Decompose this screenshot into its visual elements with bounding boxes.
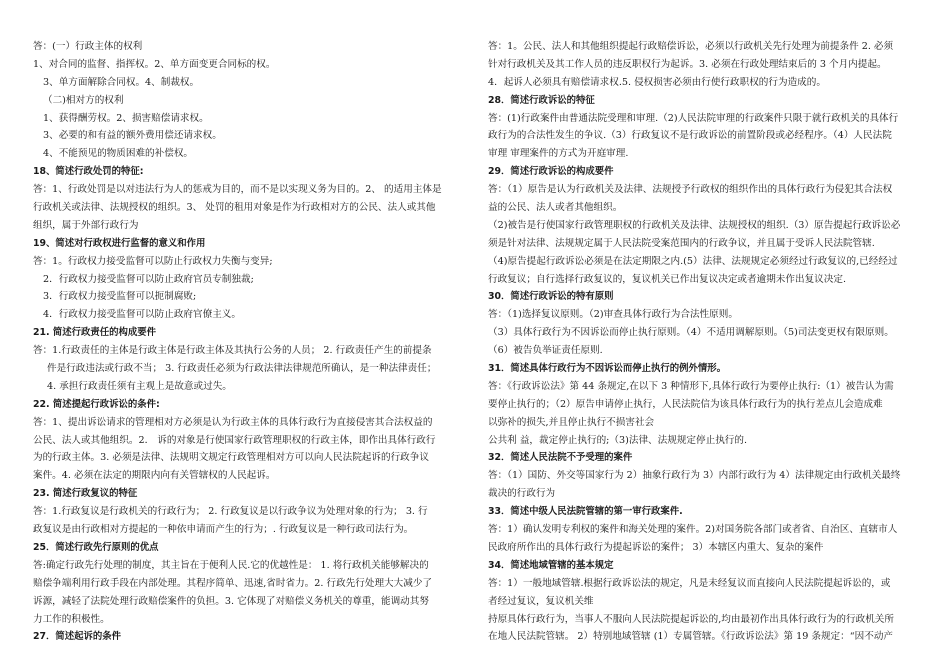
left-text-line: （二)相对方的权利 [43, 94, 124, 106]
left-text-line: 答：1。行政权力接受监督可以防止行政权力失衡与变异; [33, 255, 273, 267]
left-text-line: 公民、法人或其他组织。2． 诉的对象是行使国家行政管理职权的行政主体，即作出具体行政行 [33, 434, 436, 446]
left-text-line: 政复议是由行政相对方提起的一种依申请而产生的行为；. 行政复议是一种行政司法行为。 [33, 524, 414, 536]
right-text-line: 裁决的行政行为 [488, 488, 556, 500]
left-column [33, 38, 465, 646]
left-heading: 22. 简述提起行政诉讼的条件: [33, 398, 160, 410]
right-text-line: 答：1。公民、法人和其他组织提起行政赔偿诉讼，必须以行政机关先行处理为前提条件 2. 必须 [488, 41, 894, 52]
right-text-line: （2)被告是行使国家行政管理职权的行政机关及法律、法规授权的组织.（3）原告提起行政诉讼必 [488, 219, 901, 231]
right-text-line: 4．起诉人必须具有赔偿请求权.5. 侵权损害必须由行使行政职权的行为造成的。 [488, 76, 826, 88]
right-text-line: （4)原告提起行政诉讼必须是在法定期限之内.(5）法律、法规规定必须经过行政复议的,已经经过 [488, 255, 898, 267]
left-text-line: 4. 承担行政责任须有主观上是故意或过失。 [47, 380, 232, 392]
right-heading: 31．简述具体行政行为不因诉讼而停止执行的例外情形。 [488, 363, 727, 375]
left-text-line: 答：1.行政复议是行政机关的行政行为； 2. 行政复议是以行政争议为处理对象的行为； 3. 行 [33, 506, 428, 518]
right-text-line: 公共利 益，裁定停止执行的;（3)法律、法规规定停止执行的. [488, 434, 748, 446]
left-text-line: 答：1、行政处罚是以对违法行为人的惩戒为目的，而不是以实现义务为目的。2、 的适用主体是 [33, 184, 442, 196]
left-heading: 19、简述对行政权进行监督的意义和作用 [33, 237, 206, 249]
right-text-line: （6）被告负举证责任原则. [488, 345, 603, 357]
right-text-line: 要停止执行的；（2）原告申请停止执行，人民法院信为该具体行政行为的执行差点儿会造成难 [488, 398, 883, 410]
right-text-line: 者经过复议，复议机关维 [488, 595, 594, 607]
right-text-line: 答：（1)选择复议原则。（2)审查具体行政行为合法性原则。 [488, 309, 738, 321]
right-text-line: 须是针对法律、法规规定属于人民法院受案范围内的行政争议，并且属于受诉人民法院管辖. [488, 237, 875, 249]
right-text-line: 政行为的合法性发生的争议.（3）行政复议不是行政诉讼的前置阶段或必经程序。（4）人民法院 [488, 130, 892, 142]
left-text-line: 力工作的积极性。 [33, 613, 110, 625]
left-text-line: 3．行政权力接受监督可以扼制腐败; [43, 291, 197, 303]
left-text-line: 2．行政权力接受监督可以防止政府官员专制独裁; [43, 273, 254, 285]
left-text-line: 组织，属于外部行政行为 [33, 219, 139, 231]
left-heading: 27．简述起诉的条件 [33, 631, 122, 643]
right-text-line: 民政府所作出的具体行政行为提起诉讼的案件； 3）本辖区内重大、复杂的案件 [488, 541, 824, 553]
left-text-line: 行政机关或法律、法规授权的组织。3、 处罚的租用对象是作为行政相对方的公民、法人或其他 [33, 202, 436, 214]
right-text-line: 答：1）确认发明专利权的案件和海关处理的案件。2)对国务院各部门或者省、自治区、直辖市人 [488, 524, 898, 536]
right-text-line: 答：1）一般地域管辖.根据行政诉讼法的规定，凡是未经复议而直接向人民法院提起诉讼的，或 [488, 577, 891, 589]
right-heading: 30．简述行政诉讼的特有原则 [488, 291, 614, 303]
left-text-line: 答：1、提出诉讼请求的管理相对方必须是认为行政主体的具体行政行为直接侵害其合法权益的 [33, 416, 433, 428]
right-text-line: 审理 审理案件的方式为开庭审理. [488, 148, 629, 160]
left-heading: 23. 简述行政复议的特征 [33, 488, 138, 500]
right-heading: 32．简述人民法院不予受理的案件 [488, 452, 633, 464]
left-heading: 25．简述行政先行原则的优点 [33, 541, 159, 553]
right-text-line: （3）具体行政行为不因诉讼而停止执行原则。（4）不适用调解原则。（5)司法变更权有限原则。 [488, 327, 894, 339]
left-heading: 21. 简述行政责任的构成要件 [33, 327, 156, 339]
right-heading: 28．简述行政诉讼的特征 [488, 94, 595, 106]
left-text-line: 件是行政违法或行政不当； 3. 行政责任必须为行政法律法律规范所确认，是一种法律责任； [47, 363, 437, 375]
right-heading: 29．简述行政诉讼的构成要件 [488, 166, 614, 178]
right-text-line: 答：《行政诉讼法》第 44 条规定,在以下 3 种情形下,具体行政行为要停止执行:（1）被告认为需 [488, 380, 894, 392]
right-heading: 33．简述中级人民法院管辖的第一审行政案件. [488, 506, 683, 518]
right-column [488, 38, 920, 646]
left-text-line: 诉源，减轻了法院处理行政赔偿案件的负担。3. 它体现了对赔偿义务机关的尊重，能调动其努 [33, 595, 429, 607]
left-text-line: 答:确定行政先行处理的制度，其主旨在于便利人民.它的优越性是： 1. 将行政机关能够解决的 [33, 559, 429, 571]
left-text-line: 答：(一）行政主体的权利 [33, 41, 143, 52]
right-heading: 34．简述地域管辖的基本规定 [488, 559, 614, 571]
right-text-line: 在地人民法院管辖。 2）特别地域管辖 (1）专属管辖。《行政诉讼法》第 19 条规定：“因不动产 [488, 631, 894, 643]
right-text-line: 答：（1）国防、外交等国家行为 2）抽象行政行为 3）内部行政行为 4）法律规定由行政机关最终 [488, 470, 901, 482]
left-heading: 18、简述行政处罚的特征: [33, 166, 144, 178]
left-text-line: 4、不能预见的物质困难的补偿权。 [43, 148, 194, 160]
left-text-line: 案件。4. 必须在法定的期限内向有关管辖权的人民起诉。 [33, 470, 276, 482]
right-text-line: 答：(1)行政案件由普通法院受理和审理.（2)人民法院审理的行政案件只限于就行政机关的具体行 [488, 112, 899, 124]
right-text-line: 益的公民、法人或者其他组织。 [488, 202, 623, 214]
right-text-line: 针对行政机关及其工作人员的违反职权行为起诉。3. 必须在行政处理结束后的 3 个月内提起。 [488, 58, 887, 70]
right-text-line: 行政复议；自行选择行政复议的，复议机关已作出复议决定或者逾期未作出复议决定. [488, 273, 847, 285]
right-text-line: 以弥补的损失,并且停止执行不损害社会 [488, 416, 655, 428]
right-text-line: 持原具体行政行为，当事人不服向人民法院提起诉讼的,均由最初作出具体行政行为的行政机关所 [488, 613, 894, 625]
right-text-line: 答：（1）原告是认为行政机关及法律、法规授予行政权的组织作出的具体行政行为侵犯其合法权 [488, 184, 893, 196]
left-text-line: 1、获得酬劳权。2、损害赔偿请求权。 [43, 112, 209, 124]
left-text-line: 为的行政主体。3. 必须是法律、法规明文规定行政管理相对方可以向人民法院起诉的行政争议 [33, 452, 429, 464]
left-text-line: 1、对合同的监督、指挥权。2、单方面变更合同标的权。 [33, 58, 276, 70]
left-text-line: 赔偿争端利用行政手段在内部处理。其程序简单、迅速,省时省力。2. 行政先行处理大大减少了 [33, 577, 433, 589]
left-text-line: 答：1.行政责任的主体是行政主体是行政主体及其执行公务的人员； 2. 行政责任产生的前提条 [33, 345, 432, 357]
left-text-line: 3、必要的和有益的额外费用偿还请求权。 [43, 130, 222, 142]
left-text-line: 4．行政权力接受监督可以防止政府官僚主义。 [43, 309, 241, 321]
left-text-line: 3、单方面解除合同权。4、制裁权。 [43, 76, 200, 88]
